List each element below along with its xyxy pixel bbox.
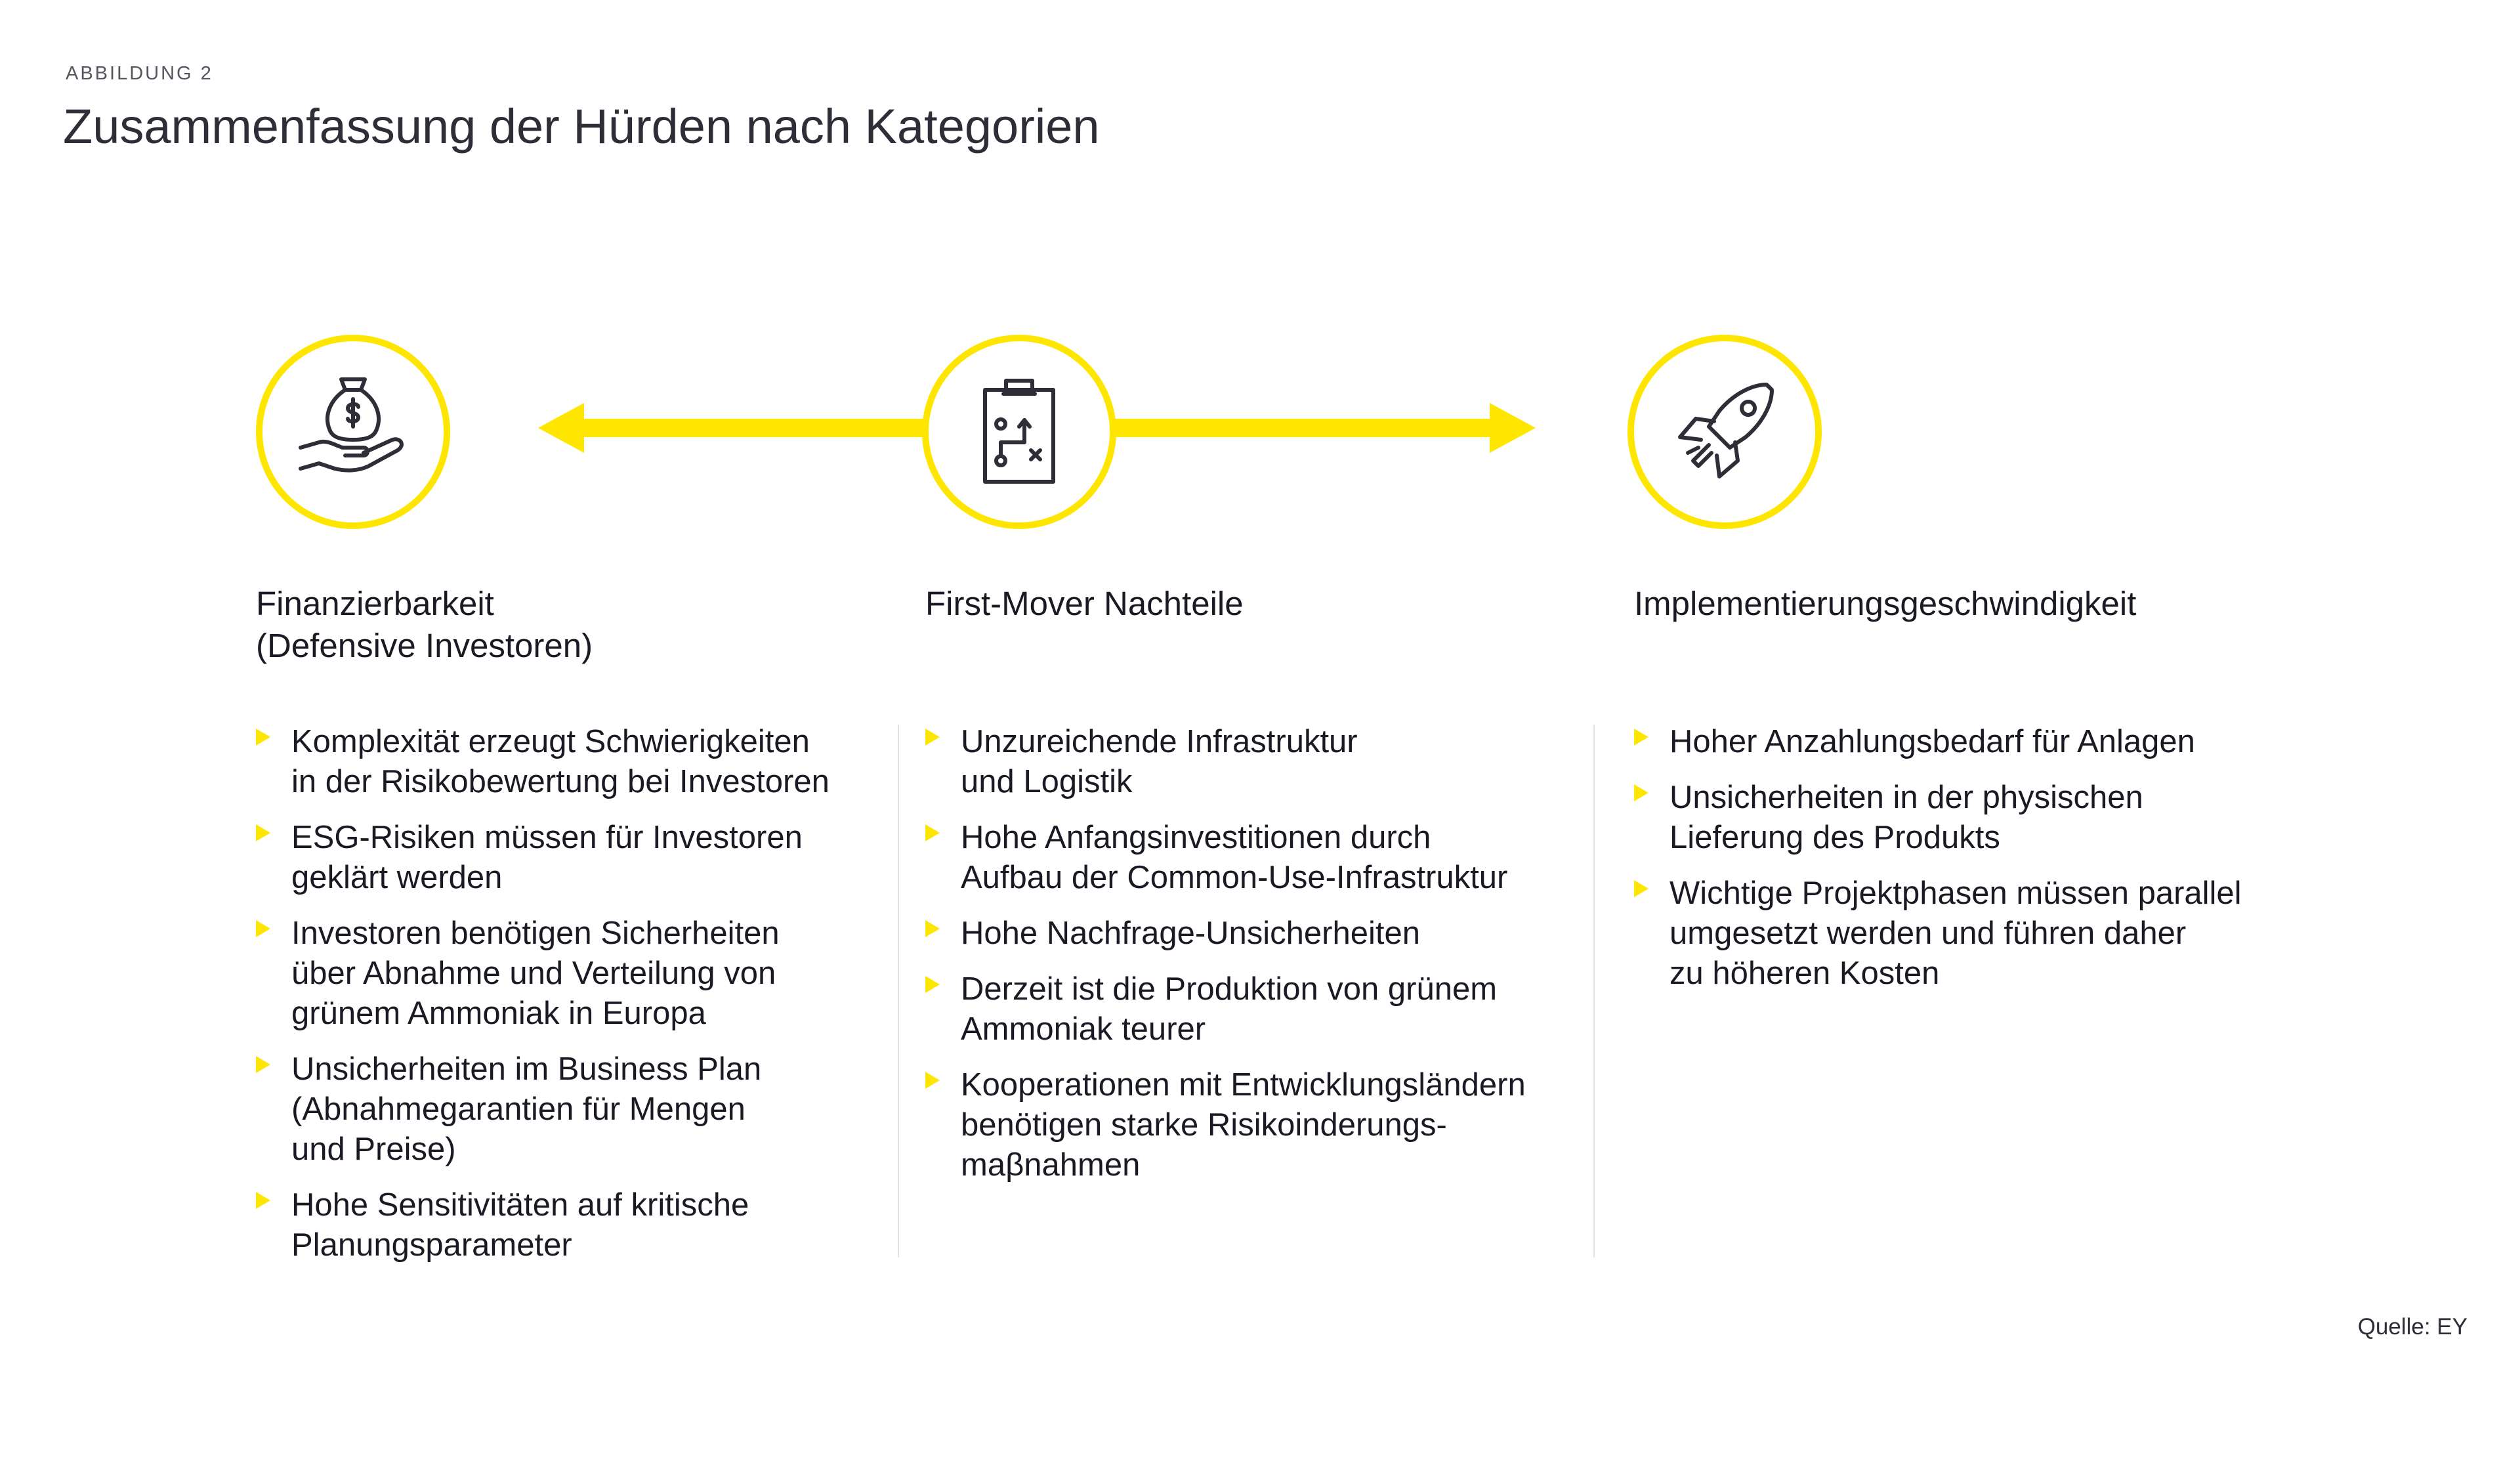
list-item-text: ESG-Risiken müssen für Investoren geklärt werden [291,820,803,895]
bullet-triangle-icon [925,1072,940,1089]
bullet-triangle-icon [256,824,270,841]
rocket-icon [1628,335,1822,529]
list-item [925,1065,1582,1185]
money-bag-hand-icon [256,335,450,529]
list-item-text: Komplexität erzeugt Schwierigkeiten in der Risikobewertung bei Investoren [291,724,830,799]
column-divider [898,725,899,1258]
column-heading-finanzierbarkeit: Finanzierbarkeit (Defensive Investoren) [256,585,593,664]
bullet-triangle-icon [256,729,270,746]
column-heading-implementierung: Implementierungsgeschwindigkeit [1634,585,2137,622]
bullet-triangle-icon [925,976,940,993]
hurdle-list-implementierung [1634,722,2290,1009]
list-item-text: Hohe Anfangsinvestitionen durch Aufbau der Common-Use-Infrastruktur [961,820,1508,895]
list-item [925,969,1582,1049]
bullet-triangle-icon [1634,784,1648,801]
list-item [256,722,886,802]
figure-title: Zusammenfassung der Hürden nach Kategorien [63,99,1100,154]
column-heading-first-mover: First-Mover Nachteile [925,585,1244,622]
list-item-text: Hoher Anzahlungsbedarf für Anlagen [1670,724,2195,759]
column-divider [1593,725,1595,1258]
list-item [256,914,886,1034]
hurdle-list-first-mover [925,722,1582,1201]
list-item [925,914,1582,954]
list-item [1634,778,2290,858]
bullet-triangle-icon [925,729,940,746]
bullet-triangle-icon [925,920,940,937]
strategy-clipboard-icon [922,335,1116,529]
list-item-text: Unsicherheiten in der physischen Lieferung des Produkts [1670,780,2143,855]
list-item [925,818,1582,898]
bullet-triangle-icon [256,1056,270,1073]
list-item-text: Derzeit ist die Produktion von grünem Ammoniak teurer [961,971,1498,1047]
list-item [925,722,1582,802]
list-item [1634,722,2290,762]
bullet-triangle-icon [925,824,940,841]
list-item-text: Unsicherheiten im Business Plan (Abnahmegarantien für Mengen und Preise) [291,1051,762,1167]
hurdle-list-finanzierbarkeit [256,722,886,1281]
list-item-text: Hohe Sensitivitäten auf kritische Planungsparameter [291,1187,749,1263]
list-item-text: Kooperationen mit Entwicklungsländern benötigen starke Risikoinderungs- maβnahmen [961,1067,1526,1183]
bullet-triangle-icon [1634,880,1648,897]
bullet-triangle-icon [1634,729,1648,746]
bullet-triangle-icon [256,920,270,937]
list-item-text: Investoren benötigen Sicherheiten über Abnahme und Verteilung von grünem Ammoniak in Europa [291,916,780,1031]
list-item-text: Unzureichende Infrastruktur und Logistik [961,724,1358,799]
list-item [256,818,886,898]
list-item-text: Hohe Nachfrage-Unsicherheiten [961,916,1420,951]
list-item [256,1049,886,1170]
list-item-text: Wichtige Projektphasen müssen parallel umgesetzt werden und führen daher zu höheren Kosten [1670,876,2242,991]
list-item [1634,874,2290,994]
list-item [256,1185,886,1265]
figure-label: ABBILDUNG 2 [66,63,213,84]
bullet-triangle-icon [256,1192,270,1209]
source-note: Quelle: EY [2357,1314,2468,1340]
